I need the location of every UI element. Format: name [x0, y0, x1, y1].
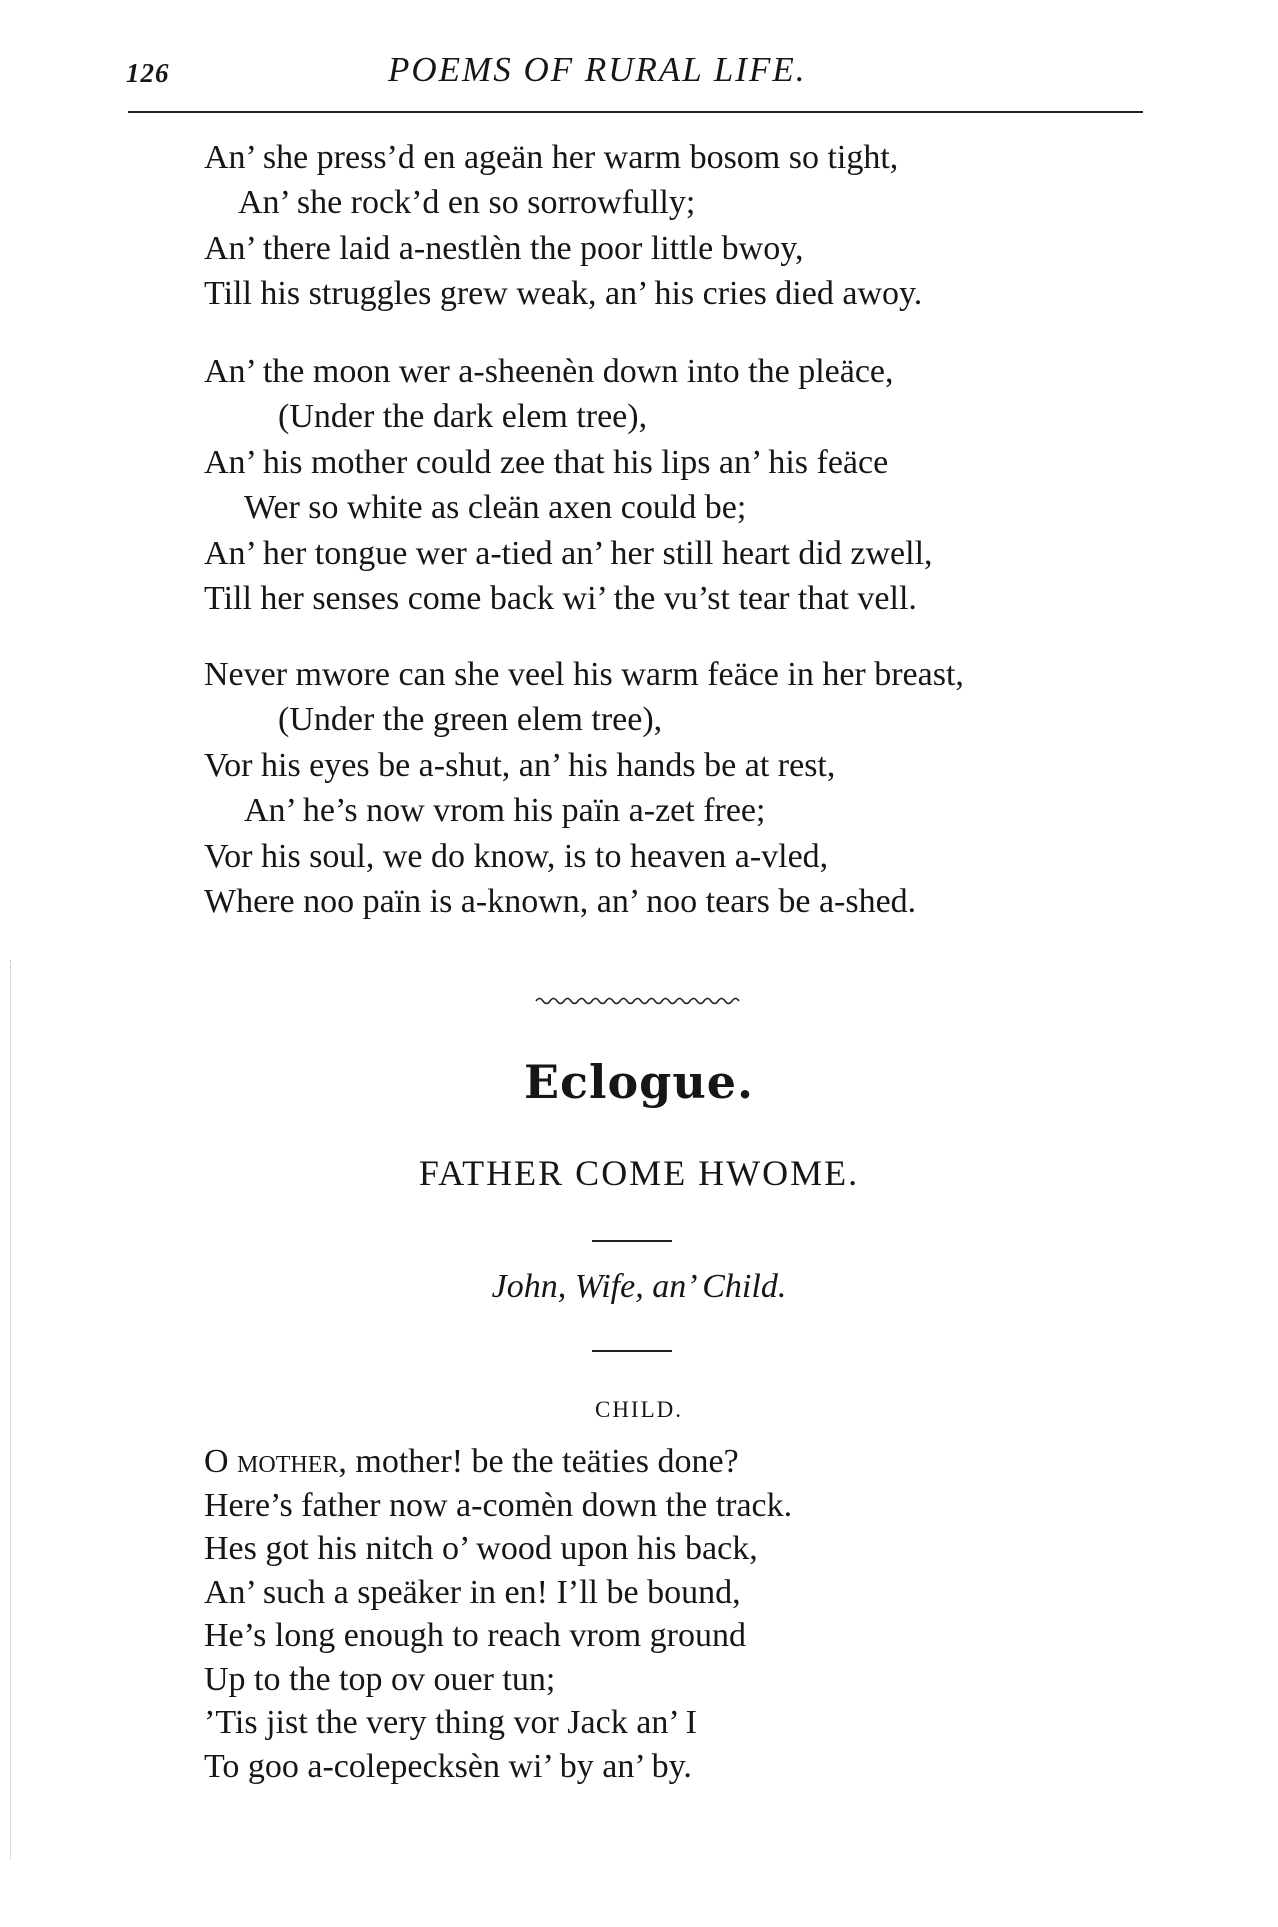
opening-line-rest: mother! be the teäties done?: [346, 1443, 739, 1480]
eclogue-verse: [204, 1440, 792, 1788]
verse-line: Till her senses come back wi’ the vu’st tear that vell.: [204, 580, 917, 618]
verse-line: An’ he’s now vrom his païn a-zet free;: [244, 792, 766, 830]
verse-line: Wer so white as cleän axen could be;: [244, 489, 747, 527]
verse-line: An’ his mother could zee that his lips an’ his feäce: [204, 443, 889, 481]
scan-edge: [10, 960, 11, 1860]
verse-line: Till his struggles grew weak, an’ his cries died awoy.: [204, 275, 923, 313]
page-number: 126: [126, 58, 170, 88]
opening-words: O mother,: [204, 1443, 347, 1480]
verse-line: An’ the moon wer a-sheenèn down into the pleäce,: [204, 353, 894, 390]
dramatis-personae: John, Wife, an’ Child.: [491, 1268, 787, 1305]
verse-line: Vor his eyes be a-shut, an’ his hands be at rest,: [204, 746, 836, 784]
stanza-1: [204, 135, 922, 317]
verse-line: To goo a-colepecksèn wi’ by an’ by.: [204, 1747, 692, 1785]
verse-line: An’ there laid a-nestlèn the poor little bwoy,: [204, 229, 804, 267]
short-rule: [592, 1240, 672, 1242]
verse-line: [204, 1440, 792, 1484]
verse-line: Where noo païn is a-known, an’ noo tears be a-shed.: [204, 883, 917, 921]
verse-line: Here’s father now a-comèn down the track.: [204, 1486, 793, 1524]
stanza-3: [204, 652, 964, 924]
verse-line: An’ she rock’d en so sorrowfully;: [238, 184, 696, 222]
verse-line: Vor his soul, we do know, is to heaven a-vled,: [204, 837, 829, 875]
verse-line: An’ such a speäker in en! I’ll be bound,: [204, 1573, 741, 1611]
poem-title: FATHER COME HWOME.: [418, 1153, 860, 1193]
verse-line: Hes got his nitch o’ wood upon his back,: [204, 1530, 758, 1567]
wavy-ornament-icon: [534, 994, 744, 1008]
verse-line: ’Tis jist the very thing vor Jack an’ I: [204, 1704, 697, 1741]
short-rule: [592, 1350, 672, 1352]
verse-line: An’ her tongue wer a-tied an’ her still heart did zwell,: [204, 534, 933, 572]
speaker-label: CHILD.: [594, 1397, 684, 1422]
verse-line: An’ she press’d en ageän her warm bosom so tight,: [204, 139, 899, 176]
wavy-ornament: [534, 994, 744, 1013]
verse-line: Never mwore can she veel his warm feäce in her breast,: [204, 656, 964, 693]
verse-line: He’s long enough to reach vrom ground: [204, 1617, 746, 1654]
verse-line: Up to the top ov ouer tun;: [204, 1660, 556, 1698]
running-head: POEMS OF RURAL LIFE.: [388, 50, 807, 89]
stanza-2: [204, 349, 933, 621]
section-title: Eclogue.: [523, 1055, 755, 1109]
verse-line: (Under the green elem tree),: [278, 701, 663, 739]
verse-line: (Under the dark elem tree),: [278, 398, 648, 436]
header-rule: [128, 111, 1143, 113]
